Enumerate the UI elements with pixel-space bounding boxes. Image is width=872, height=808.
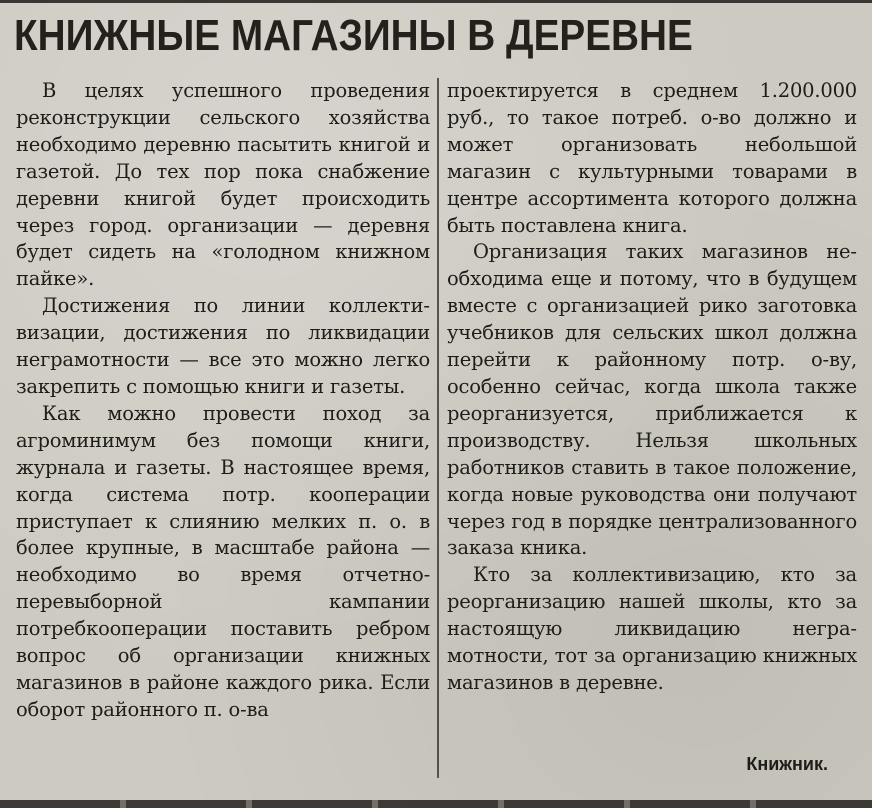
paragraph-5: Организация таких магазинов необходима еще и потому, что в будущем вместе с организацией рико заготовка учебников для сельских школ должна перейти к районному потр. о-ву, особенно сейчас, когда школа также реорганизуется, приближается к производству. Нельзя школьных работников ставить в такое положение, когда новые руководства они получают через год в порядке централизованного заказа кника. — [447, 240, 857, 560]
article-signature: Книжник. — [746, 754, 828, 774]
paragraph-6: Кто за коллективизацию, кто за реорганизацию нашей школы, кто за настоящую ликвидацию неграмотности, тот за организацию книжных магазинов в деревне. — [447, 563, 857, 694]
column-divider — [437, 78, 439, 778]
article-headline: КНИЖНЫЕ МАГАЗИНЫ В ДЕРЕВНЕ — [14, 11, 693, 60]
paragraph-2: Достижения по линии коллективизации, достижения по ликвидации неграмотности — все это можно легко закрепить с помощью книги и газеты. — [16, 294, 430, 398]
top-rule — [0, 0, 872, 3]
article-column-right — [447, 78, 857, 697]
paragraph-4: проектируется в среднем 1.200.000 руб., то такое потреб. о-во должно и может организовать небольшой магазин с культурными товарами в центре ассортимента которого должна быть поставлена книга. — [447, 79, 857, 237]
paragraph-3: Как можно провести поход за агроминимум без помощи книги, журнала и газеты. В настоящее время, когда система потр. кооперации приступает к слиянию мелких п. о. в более крупные, в масштабе района — необходимо во время отчетно-перевыборной кампании потребкооперации поставить ребром вопрос об организации книжных магазинов в районе каждого рика. Если оборот районного п. о-ва — [16, 401, 430, 721]
article-column-left — [16, 78, 430, 724]
paragraph-1: В целях успешного проведения реконструкции сельского хозяйства необходимо деревню пасытить книгой и газетой. До тех пор пока снабжение деревни книгой будет происходить через город. организации — деревня будет сидеть на «голодном книжном пайке». — [16, 79, 430, 291]
bottom-rule — [0, 800, 872, 808]
